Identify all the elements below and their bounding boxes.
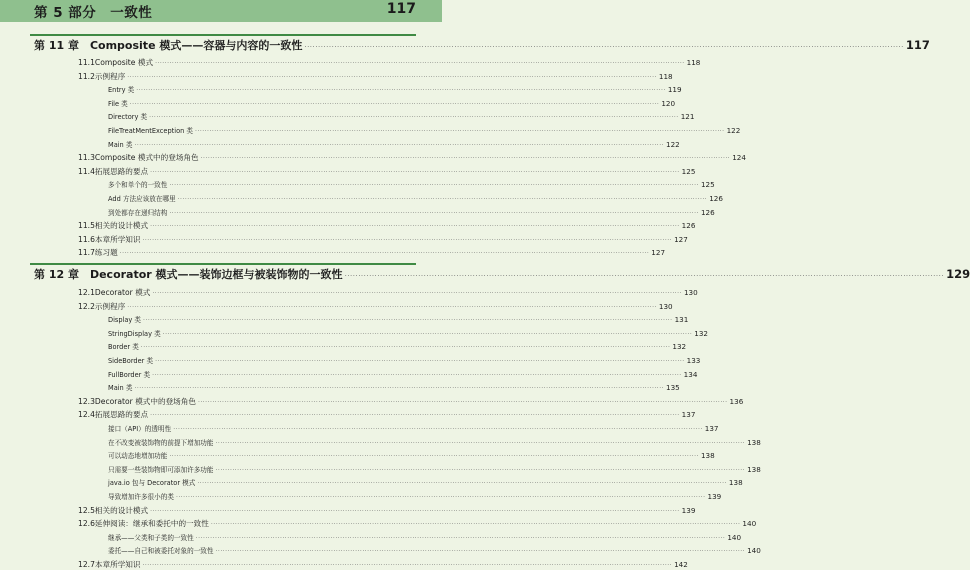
entry-title: Add 方法应该放在哪里 <box>108 195 176 203</box>
chapter-title: 第 11 章 Composite 模式——容器与内容的一致性 <box>34 39 303 52</box>
entry-page-number: 118 <box>658 71 673 81</box>
leader-dots: ···························································································································································································································· <box>134 141 665 149</box>
entry-title: File 类 <box>108 99 128 108</box>
toc-subsection-entry[interactable] <box>108 382 680 393</box>
leader-dots: ···························································································································································································································· <box>304 43 904 51</box>
leader-dots: ···························································································································································································································· <box>152 290 682 297</box>
leader-dots: ···························································································································································································································· <box>150 168 680 176</box>
entry-page-number: 137 <box>704 424 719 433</box>
part-header-bar <box>0 0 442 22</box>
toc-subsection-entry[interactable] <box>108 139 680 149</box>
entry-page-number: 142 <box>674 560 688 569</box>
entry-title: 本章所学知识 <box>94 560 141 569</box>
toc-subsection-entry[interactable] <box>108 464 761 474</box>
entry-page-number: 138 <box>728 478 743 488</box>
toc-section-entry[interactable] <box>78 559 688 570</box>
leader-dots: ···························································································································································································································· <box>143 317 673 325</box>
entry-page-number: 138 <box>747 464 761 474</box>
leader-dots: ···························································································································································································································· <box>155 60 685 67</box>
entry-title: Composite 模式 <box>94 58 154 67</box>
leader-dots: ···························································································································································································································· <box>197 398 728 406</box>
entry-title: 延伸阅读：继承和委托中的一致性 <box>94 519 209 529</box>
leader-dots: ···························································································································································································································· <box>142 562 673 569</box>
leader-dots: ···························································································································································································································· <box>210 521 741 529</box>
entry-title: StringDisplay 类 <box>108 329 161 338</box>
chapter-rule <box>30 263 416 265</box>
section-number: 12.1 <box>78 288 95 297</box>
toc-section-entry[interactable] <box>78 301 673 312</box>
entry-page-number: 138 <box>747 437 761 447</box>
entry-title: 多个和单个的一致性 <box>108 181 168 190</box>
entry-title: 示例程序 <box>94 71 126 81</box>
leader-dots: ···························································································································································································································· <box>169 209 699 217</box>
toc-section-entry[interactable] <box>78 71 673 82</box>
entry-title: Entry 类 <box>108 86 135 95</box>
entry-page-number: 121 <box>680 112 695 122</box>
chapter-page-number: 129 <box>946 267 970 281</box>
toc-subsection-entry[interactable] <box>108 477 743 488</box>
toc-subsection-entry[interactable] <box>108 111 695 122</box>
toc-subsection-entry[interactable] <box>108 450 715 461</box>
leader-dots: ···························································································································································································································· <box>173 426 703 433</box>
toc-subsection-entry[interactable] <box>108 193 723 203</box>
entry-page-number: 140 <box>742 519 757 529</box>
leader-dots: ···························································································································································································································· <box>127 73 657 81</box>
entry-title: 拓展思路的要点 <box>94 166 149 176</box>
toc-subsection-entry[interactable] <box>108 84 682 95</box>
section-number: 11.7 <box>78 248 95 258</box>
chapter-heading[interactable] <box>34 266 970 282</box>
entry-page-number: 127 <box>651 248 666 258</box>
leader-dots: ···························································································································································································································· <box>215 439 746 447</box>
entry-page-number: 120 <box>661 98 676 108</box>
section-number: 11.4 <box>78 166 95 176</box>
entry-page-number: 133 <box>686 356 701 365</box>
entry-page-number: 124 <box>732 153 746 163</box>
entry-title: 拓展思路的要点 <box>94 410 149 420</box>
leader-dots: ···························································································································································································································· <box>175 494 706 501</box>
leader-dots: ···························································································································································································································· <box>195 534 726 542</box>
toc-subsection-entry[interactable] <box>108 98 676 108</box>
chapter-page-number: 117 <box>905 38 930 52</box>
entry-page-number: 125 <box>700 180 715 190</box>
leader-dots: ···························································································································································································································· <box>162 330 693 338</box>
entry-page-number: 140 <box>747 546 761 556</box>
section-number: 12.2 <box>78 301 95 311</box>
section-number: 12.6 <box>78 519 95 529</box>
entry-title: Border 类 <box>108 343 139 352</box>
leader-dots: ···························································································································································································································· <box>177 196 708 203</box>
entry-title: Composite 模式中的登场角色 <box>94 153 199 163</box>
entry-title: 继承——父类和子类的一致性 <box>108 533 194 542</box>
section-number: 12.7 <box>78 560 95 569</box>
entry-title: Main 类 <box>108 140 133 149</box>
leader-dots: ···························································································································································································································· <box>150 412 680 420</box>
leader-dots: ···························································································································································································································· <box>169 453 699 461</box>
entry-page-number: 127 <box>674 234 688 244</box>
toc-subsection-entry[interactable] <box>108 423 719 433</box>
entry-title: Directory 类 <box>108 113 148 122</box>
leader-dots: ···························································································································································································································· <box>119 250 650 258</box>
entry-page-number: 134 <box>683 369 698 379</box>
entry-page-number: 126 <box>709 194 723 203</box>
toc-section-entry[interactable] <box>78 409 696 420</box>
chapter-rule <box>30 34 416 36</box>
entry-page-number: 135 <box>666 383 680 393</box>
leader-dots: ···························································································································································································································· <box>149 114 679 122</box>
leader-dots: ···························································································································································································································· <box>150 507 680 515</box>
leader-dots: ···························································································································································································································· <box>344 272 945 280</box>
entry-title: 委托——自己和被委托对象的一致性 <box>108 547 214 556</box>
toc-subsection-entry[interactable] <box>108 437 761 447</box>
toc-section-entry[interactable] <box>78 287 698 298</box>
section-number: 12.5 <box>78 505 95 515</box>
toc-subsection-entry[interactable] <box>108 125 741 135</box>
leader-dots: ···························································································································································································································· <box>127 303 657 311</box>
toc-subsection-entry[interactable] <box>108 328 708 338</box>
toc-section-entry[interactable] <box>78 152 746 163</box>
leader-dots: ···························································································································································································································· <box>140 344 671 352</box>
entry-title: 在不改变被装饰物的前提下增加功能 <box>108 438 214 447</box>
entry-page-number: 122 <box>666 139 680 149</box>
entry-page-number: 138 <box>700 451 715 461</box>
entry-title: 只需要一些装饰物即可添加许多功能 <box>108 465 214 474</box>
leader-dots: ···························································································································································································································· <box>150 223 680 231</box>
entry-title: 本章所学知识 <box>94 234 141 244</box>
toc-subsection-entry[interactable] <box>108 207 715 217</box>
toc-section-entry[interactable] <box>78 234 688 245</box>
section-number: 12.3 <box>78 396 95 406</box>
entry-page-number: 139 <box>681 505 696 515</box>
toc-section-entry[interactable] <box>78 247 666 258</box>
entry-title: Decorator 模式中的登场角色 <box>94 396 196 406</box>
entry-page-number: 119 <box>667 85 682 95</box>
leader-dots: ···························································································································································································································· <box>169 182 699 190</box>
entry-title: Decorator 模式 <box>94 288 151 297</box>
chapter-title: 第 12 章 Decorator 模式——装饰边框与被装饰物的一致性 <box>34 268 343 281</box>
toc-subsection-entry[interactable] <box>108 179 715 190</box>
toc-section-entry[interactable] <box>78 396 744 407</box>
section-number: 11.2 <box>78 71 95 81</box>
entry-page-number: 139 <box>707 492 722 501</box>
entry-page-number: 118 <box>686 58 701 67</box>
leader-dots: ···························································································································································································································· <box>215 548 746 556</box>
part-title: 第 5 部分 一致性 <box>34 5 153 21</box>
entry-page-number: 130 <box>658 301 673 311</box>
entry-title: 导致增加许多很小的类 <box>108 493 174 501</box>
leader-dots: ···························································································································································································································· <box>155 358 685 365</box>
entry-page-number: 140 <box>727 532 742 542</box>
entry-title: FullBorder 类 <box>108 370 151 379</box>
section-number: 11.1 <box>78 58 95 67</box>
entry-title: 接口（API）的透明性 <box>108 425 172 433</box>
section-number: 11.3 <box>78 153 95 163</box>
section-number: 12.4 <box>78 410 95 420</box>
entry-page-number: 132 <box>694 328 708 338</box>
leader-dots: ···························································································································································································································· <box>200 155 731 163</box>
toc-subsection-entry[interactable] <box>108 545 761 556</box>
toc-subsection-entry[interactable] <box>108 532 742 542</box>
toc-section-entry[interactable] <box>78 505 696 516</box>
leader-dots: ···························································································································································································································· <box>152 371 682 379</box>
leader-dots: ···························································································································································································································· <box>129 100 660 108</box>
toc-subsection-entry[interactable] <box>108 369 698 379</box>
leader-dots: ···························································································································································································································· <box>215 466 746 474</box>
entry-title: java.io 包与 Decorator 模式 <box>108 479 196 488</box>
toc-section-entry[interactable] <box>78 166 696 177</box>
chapter-heading[interactable] <box>34 37 930 53</box>
leader-dots: ···························································································································································································································· <box>197 480 727 488</box>
toc-section-entry[interactable] <box>78 220 696 231</box>
entry-page-number: 131 <box>674 315 689 325</box>
toc-section-entry[interactable] <box>78 518 757 529</box>
section-number: 11.6 <box>78 234 95 244</box>
toc-subsection-entry[interactable] <box>108 341 687 352</box>
entry-title: Main 类 <box>108 384 133 393</box>
leader-dots: ···························································································································································································································· <box>195 128 725 135</box>
entry-page-number: 132 <box>672 342 687 352</box>
entry-page-number: 122 <box>726 126 741 135</box>
toc-subsection-entry[interactable] <box>108 491 722 501</box>
toc-subsection-entry[interactable] <box>108 355 701 365</box>
entry-page-number: 130 <box>683 288 698 297</box>
entry-title: 相关的设计模式 <box>94 505 149 515</box>
entry-title: 到处都存在递归结构 <box>108 208 168 217</box>
entry-title: 练习题 <box>94 248 118 258</box>
entry-title: 可以动态地增加功能 <box>108 452 168 461</box>
entry-title: FileTreatMentException 类 <box>108 127 193 135</box>
entry-title: SideBorder 类 <box>108 357 154 365</box>
toc-subsection-entry[interactable] <box>108 314 689 325</box>
leader-dots: ···························································································································································································································· <box>134 385 665 393</box>
entry-title: 相关的设计模式 <box>94 221 149 231</box>
section-number: 11.5 <box>78 221 95 231</box>
entry-title: 示例程序 <box>94 301 126 311</box>
entry-page-number: 136 <box>729 396 744 406</box>
entry-page-number: 126 <box>681 221 696 231</box>
leader-dots: ···························································································································································································································· <box>136 87 666 95</box>
toc-section-entry[interactable] <box>78 57 701 68</box>
entry-title: Display 类 <box>108 316 141 325</box>
entry-page-number: 126 <box>700 207 715 217</box>
part-page-number: 117 <box>386 1 416 17</box>
entry-page-number: 137 <box>681 410 696 420</box>
leader-dots: ···························································································································································································································· <box>142 236 673 244</box>
entry-page-number: 125 <box>681 166 696 176</box>
